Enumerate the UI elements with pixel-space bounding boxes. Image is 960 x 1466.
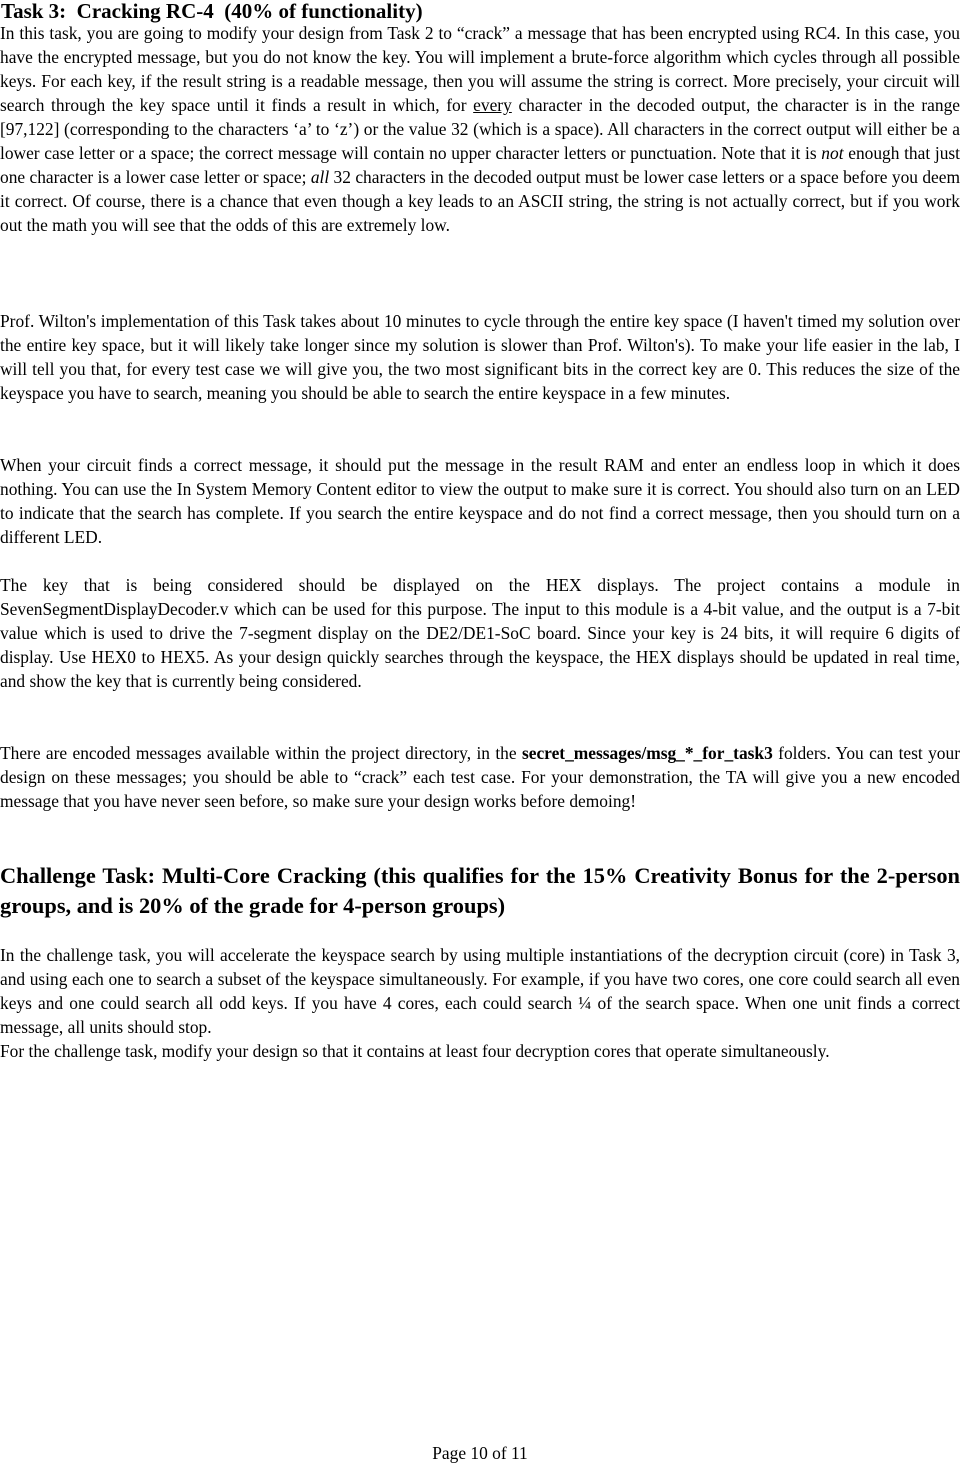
task3-paragraph-3: When your circuit finds a correct message, it should put the message in the result RAM and enter an endless loop in which it does nothing. You can use the In System Memory Content editor to view the output to make sure it is correct. You should also turn on an LED to indicate that the search has complete. If you search the entire keyspace and do not find a correct message, then you should turn on a different LED. — [0, 455, 960, 547]
page-number: Page 10 of 11 — [432, 1443, 528, 1463]
task3-p1-text-a: In this task, you are going to modify your design from Task 2 to “crack” a message that has been encrypted using RC4. In this case, you have the encrypted message, but you do not know the key. You will implement a brute-force algorithm which cycles through all possible keys. For each key, if the result string is a readable message, then you will assume the string is correct. More precisely, your circuit will search through the key space until it finds a result in which, for — [0, 23, 960, 115]
challenge-paragraph-2: For the challenge task, modify your design so that it contains at least four decryption cores that operate simultaneously. — [0, 1041, 830, 1061]
challenge-paragraph-1: In the challenge task, you will accelerate the keyspace search by using multiple instantiations of the decryption circuit (core) in Task 3, and using each one to search a subset of the keyspace simultaneously. For example, if you have two cores, one core could search all even keys and one could search all odd keys. If you have 4 cores, each could search ¼ of the search space. When one unit finds a correct message, all units should stop. — [0, 945, 960, 1037]
task3-heading: Task 3: Cracking RC-4 (40% of functionality) — [1, 0, 423, 23]
task3-paragraph-5 — [0, 741, 960, 813]
task3-paragraph-2: Prof. Wilton's implementation of this Task takes about 10 minutes to cycle through the entire key space (I haven't timed my solution over the entire key space, but it will likely take longer since my solution is slower than Prof. Wilton's). To make your life easier in the lab, I will tell you that, for every test case we will give you, the two most significant bits in the correct key are 0. This reduces the size of the keyspace you have to search, meaning you should be able to search the entire keyspace in a few minutes. — [0, 311, 960, 403]
task3-paragraph-1 — [0, 21, 960, 237]
task3-p1-not: not — [821, 143, 844, 163]
task3-p1-text-c: enough that just one character is a lower case letter or space; — [0, 143, 960, 187]
task3-p1-text-d: 32 characters in the decoded output must be lower case letters or a space before you deem it correct. Of course, there is a chance that even though a key leads to an ASCII string, the string is not actually correct, but if you work out the math you will see that the odds of this are extremely low. — [0, 167, 960, 235]
challenge-heading: Challenge Task: Multi-Core Cracking (this qualifies for the 15% Creativity Bonus for the 2-person groups, and is 20% of the grade for 4-person groups) — [0, 863, 960, 918]
task3-p5-path: secret_messages/msg_*_for_task3 — [521, 743, 773, 763]
task3-p1-all: all — [310, 167, 330, 187]
task3-p5-text-b: folders. You can test your design on these messages; you should be able to “crack” each test case. For your demonstration, the TA will give you a new encoded message that you have never seen before, so make sure your design works before demoing! — [0, 743, 960, 811]
task3-p5-text-a: There are encoded messages available within the project directory, in the — [0, 743, 522, 763]
task3-p1-every: every — [473, 95, 512, 115]
task3-paragraph-4: The key that is being considered should be displayed on the HEX displays. The project contains a module in SevenSegmentDisplayDecoder.v which can be used for this purpose. The input to this module is a 4-bit value, and the output is a 7-bit value which is used to drive the 7-segment display on the DE2/DE1-SoC board. Since your key is 24 bits, it will require 6 digits of display. Use HEX0 to HEX5. As your design quickly searches through the keyspace, the HEX displays should be updated in real time, and show the key that is currently being considered. — [0, 575, 960, 691]
task3-p1-text-b: character in the decoded output, the character is in the range [97,122] (corresponding to the characters ‘a’ to ‘z’) or the value 32 (which is a space). All characters in the correct output will either be a lower case letter or a space; the correct message will contain no upper character letters or punctuation. Note that it is — [0, 95, 960, 163]
